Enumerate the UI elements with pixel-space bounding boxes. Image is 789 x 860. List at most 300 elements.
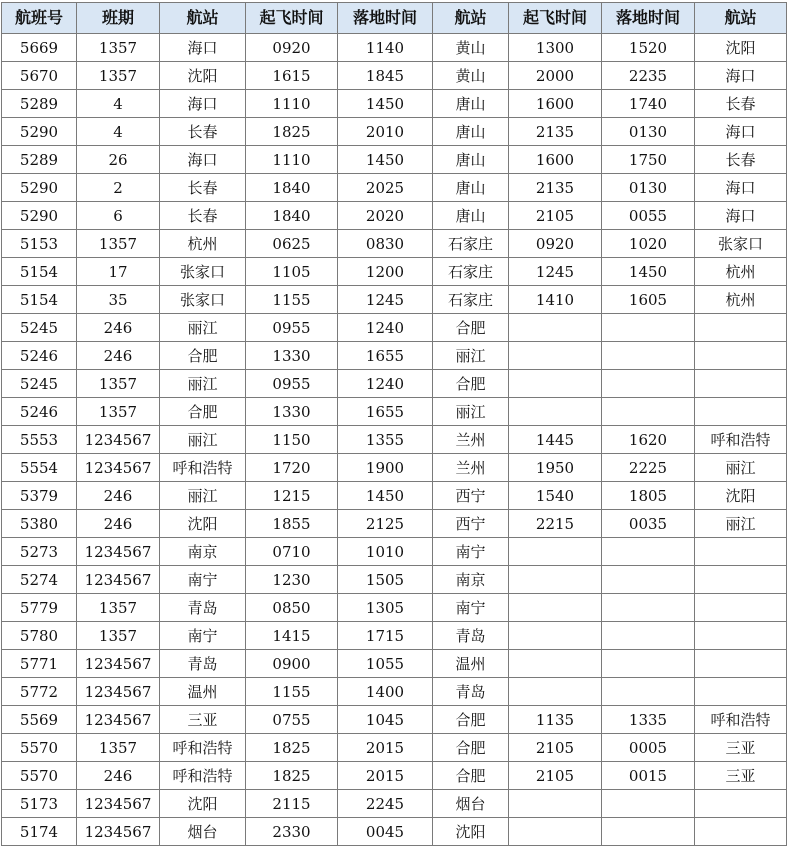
cell-schedule-days: 6 <box>77 202 160 230</box>
cell-schedule-days: 1357 <box>77 34 160 62</box>
header-station-1: 航站 <box>160 3 246 34</box>
cell-arrive-2 <box>602 622 695 650</box>
cell-arrive-2 <box>602 398 695 426</box>
cell-depart-2 <box>509 594 602 622</box>
table-row <box>2 538 787 566</box>
cell-depart-1: 1155 <box>246 286 338 314</box>
cell-station-2: 唐山 <box>433 174 509 202</box>
table-row <box>2 650 787 678</box>
table-row <box>2 566 787 594</box>
cell-arrive-1: 1400 <box>338 678 433 706</box>
cell-arrive-1: 1715 <box>338 622 433 650</box>
table-row <box>2 370 787 398</box>
cell-flight-no: 5771 <box>2 650 77 678</box>
cell-station-1: 杭州 <box>160 230 246 258</box>
cell-flight-no: 5173 <box>2 790 77 818</box>
cell-arrive-2: 0015 <box>602 762 695 790</box>
cell-arrive-2: 0055 <box>602 202 695 230</box>
cell-station-3 <box>695 398 787 426</box>
cell-arrive-2: 1605 <box>602 286 695 314</box>
cell-arrive-1: 1355 <box>338 426 433 454</box>
header-station-3: 航站 <box>695 3 787 34</box>
cell-flight-no: 5174 <box>2 818 77 846</box>
cell-arrive-2 <box>602 594 695 622</box>
cell-schedule-days: 1234567 <box>77 538 160 566</box>
cell-arrive-1: 1010 <box>338 538 433 566</box>
cell-station-3 <box>695 314 787 342</box>
cell-depart-1: 2330 <box>246 818 338 846</box>
header-row <box>2 3 787 34</box>
table-row <box>2 146 787 174</box>
table-row <box>2 818 787 846</box>
cell-arrive-2: 1520 <box>602 34 695 62</box>
cell-depart-1: 1110 <box>246 146 338 174</box>
cell-depart-2 <box>509 370 602 398</box>
table-row <box>2 314 787 342</box>
cell-station-3: 海口 <box>695 202 787 230</box>
table-row <box>2 622 787 650</box>
header-arrive-1: 落地时间 <box>338 3 433 34</box>
cell-station-3 <box>695 790 787 818</box>
cell-schedule-days: 1234567 <box>77 426 160 454</box>
cell-depart-2: 1600 <box>509 90 602 118</box>
cell-arrive-1: 1140 <box>338 34 433 62</box>
cell-arrive-2: 0130 <box>602 118 695 146</box>
table-row <box>2 342 787 370</box>
cell-flight-no: 5273 <box>2 538 77 566</box>
cell-station-2: 合肥 <box>433 762 509 790</box>
cell-depart-2 <box>509 790 602 818</box>
cell-station-3: 海口 <box>695 62 787 90</box>
cell-station-2: 唐山 <box>433 118 509 146</box>
cell-station-2: 唐山 <box>433 202 509 230</box>
cell-depart-1: 1150 <box>246 426 338 454</box>
cell-station-2: 温州 <box>433 650 509 678</box>
cell-station-1: 三亚 <box>160 706 246 734</box>
cell-depart-2 <box>509 398 602 426</box>
cell-station-3: 丽江 <box>695 510 787 538</box>
cell-flight-no: 5289 <box>2 146 77 174</box>
cell-arrive-1: 1900 <box>338 454 433 482</box>
cell-arrive-1: 2010 <box>338 118 433 146</box>
cell-depart-2: 1300 <box>509 34 602 62</box>
cell-depart-2: 2105 <box>509 762 602 790</box>
cell-schedule-days: 17 <box>77 258 160 286</box>
cell-depart-1: 1840 <box>246 202 338 230</box>
table-row <box>2 398 787 426</box>
cell-arrive-1: 1450 <box>338 90 433 118</box>
cell-depart-2: 1950 <box>509 454 602 482</box>
table-row <box>2 286 787 314</box>
cell-arrive-2 <box>602 650 695 678</box>
cell-flight-no: 5379 <box>2 482 77 510</box>
cell-station-1: 海口 <box>160 34 246 62</box>
cell-depart-2 <box>509 650 602 678</box>
cell-station-1: 呼和浩特 <box>160 734 246 762</box>
table-row <box>2 174 787 202</box>
cell-station-3: 丽江 <box>695 454 787 482</box>
cell-station-3 <box>695 622 787 650</box>
cell-station-1: 温州 <box>160 678 246 706</box>
cell-depart-1: 0955 <box>246 314 338 342</box>
cell-schedule-days: 1357 <box>77 734 160 762</box>
header-depart-1: 起飞时间 <box>246 3 338 34</box>
cell-station-1: 烟台 <box>160 818 246 846</box>
cell-station-3: 长春 <box>695 146 787 174</box>
cell-arrive-1: 2015 <box>338 762 433 790</box>
cell-arrive-2: 0035 <box>602 510 695 538</box>
cell-station-3: 杭州 <box>695 286 787 314</box>
cell-depart-1: 1415 <box>246 622 338 650</box>
cell-depart-1: 1110 <box>246 90 338 118</box>
cell-station-1: 青岛 <box>160 594 246 622</box>
cell-schedule-days: 246 <box>77 762 160 790</box>
cell-station-1: 张家口 <box>160 286 246 314</box>
cell-station-3 <box>695 342 787 370</box>
cell-flight-no: 5154 <box>2 258 77 286</box>
table-row <box>2 734 787 762</box>
cell-flight-no: 5669 <box>2 34 77 62</box>
cell-station-3: 呼和浩特 <box>695 706 787 734</box>
table-row <box>2 510 787 538</box>
header-flight-no: 航班号 <box>2 3 77 34</box>
cell-arrive-2: 0130 <box>602 174 695 202</box>
cell-schedule-days: 1234567 <box>77 706 160 734</box>
cell-flight-no: 5289 <box>2 90 77 118</box>
cell-depart-1: 0955 <box>246 370 338 398</box>
cell-depart-1: 1105 <box>246 258 338 286</box>
cell-depart-2 <box>509 538 602 566</box>
cell-station-1: 合肥 <box>160 342 246 370</box>
cell-station-1: 长春 <box>160 202 246 230</box>
cell-depart-2 <box>509 622 602 650</box>
cell-flight-no: 5780 <box>2 622 77 650</box>
cell-arrive-1: 1450 <box>338 146 433 174</box>
cell-arrive-2 <box>602 818 695 846</box>
cell-flight-no: 5570 <box>2 734 77 762</box>
cell-flight-no: 5380 <box>2 510 77 538</box>
cell-flight-no: 5554 <box>2 454 77 482</box>
cell-station-2: 烟台 <box>433 790 509 818</box>
cell-flight-no: 5246 <box>2 342 77 370</box>
cell-flight-no: 5779 <box>2 594 77 622</box>
cell-schedule-days: 1357 <box>77 398 160 426</box>
table-row <box>2 790 787 818</box>
cell-arrive-1: 2020 <box>338 202 433 230</box>
cell-schedule-days: 246 <box>77 342 160 370</box>
cell-schedule-days: 4 <box>77 90 160 118</box>
cell-station-1: 长春 <box>160 118 246 146</box>
cell-arrive-1: 2125 <box>338 510 433 538</box>
cell-station-2: 合肥 <box>433 370 509 398</box>
cell-station-2: 青岛 <box>433 678 509 706</box>
cell-flight-no: 5246 <box>2 398 77 426</box>
header-station-2: 航站 <box>433 3 509 34</box>
cell-station-3: 杭州 <box>695 258 787 286</box>
header-schedule-days: 班期 <box>77 3 160 34</box>
cell-station-3: 长春 <box>695 90 787 118</box>
cell-arrive-2 <box>602 566 695 594</box>
cell-depart-1: 1155 <box>246 678 338 706</box>
cell-depart-1: 0755 <box>246 706 338 734</box>
cell-schedule-days: 1357 <box>77 622 160 650</box>
cell-station-2: 兰州 <box>433 426 509 454</box>
cell-flight-no: 5274 <box>2 566 77 594</box>
cell-schedule-days: 1357 <box>77 62 160 90</box>
cell-depart-2: 1540 <box>509 482 602 510</box>
cell-station-2: 石家庄 <box>433 258 509 286</box>
cell-station-2: 唐山 <box>433 90 509 118</box>
cell-schedule-days: 1234567 <box>77 790 160 818</box>
cell-arrive-2: 1450 <box>602 258 695 286</box>
cell-schedule-days: 2 <box>77 174 160 202</box>
cell-depart-1: 1330 <box>246 398 338 426</box>
cell-schedule-days: 35 <box>77 286 160 314</box>
cell-depart-1: 1615 <box>246 62 338 90</box>
cell-station-2: 西宁 <box>433 482 509 510</box>
cell-schedule-days: 246 <box>77 482 160 510</box>
cell-station-2: 合肥 <box>433 706 509 734</box>
cell-station-1: 丽江 <box>160 370 246 398</box>
cell-station-3: 呼和浩特 <box>695 426 787 454</box>
cell-depart-1: 0850 <box>246 594 338 622</box>
cell-arrive-1: 1055 <box>338 650 433 678</box>
cell-flight-no: 5570 <box>2 762 77 790</box>
cell-arrive-2: 0005 <box>602 734 695 762</box>
cell-station-3: 沈阳 <box>695 34 787 62</box>
cell-arrive-1: 2015 <box>338 734 433 762</box>
cell-station-3: 海口 <box>695 174 787 202</box>
cell-schedule-days: 26 <box>77 146 160 174</box>
cell-station-1: 南京 <box>160 538 246 566</box>
cell-station-2: 丽江 <box>433 342 509 370</box>
table-row <box>2 762 787 790</box>
cell-depart-1: 2115 <box>246 790 338 818</box>
cell-arrive-2 <box>602 678 695 706</box>
cell-arrive-2 <box>602 370 695 398</box>
table-row <box>2 62 787 90</box>
cell-flight-no: 5290 <box>2 174 77 202</box>
cell-schedule-days: 1357 <box>77 370 160 398</box>
cell-depart-2: 0920 <box>509 230 602 258</box>
cell-station-2: 唐山 <box>433 146 509 174</box>
cell-schedule-days: 246 <box>77 510 160 538</box>
cell-depart-1: 1230 <box>246 566 338 594</box>
cell-arrive-1: 1200 <box>338 258 433 286</box>
cell-flight-no: 5670 <box>2 62 77 90</box>
cell-depart-1: 1215 <box>246 482 338 510</box>
table-row <box>2 90 787 118</box>
cell-depart-1: 1330 <box>246 342 338 370</box>
cell-station-1: 青岛 <box>160 650 246 678</box>
cell-arrive-1: 1655 <box>338 342 433 370</box>
cell-station-2: 黄山 <box>433 34 509 62</box>
cell-schedule-days: 1234567 <box>77 650 160 678</box>
cell-arrive-1: 2025 <box>338 174 433 202</box>
cell-depart-2 <box>509 314 602 342</box>
cell-arrive-2: 2235 <box>602 62 695 90</box>
cell-arrive-1: 1450 <box>338 482 433 510</box>
cell-arrive-2: 2225 <box>602 454 695 482</box>
cell-station-2: 石家庄 <box>433 230 509 258</box>
cell-depart-1: 0900 <box>246 650 338 678</box>
cell-depart-1: 1840 <box>246 174 338 202</box>
cell-depart-1: 1720 <box>246 454 338 482</box>
cell-arrive-1: 1245 <box>338 286 433 314</box>
cell-arrive-1: 1845 <box>338 62 433 90</box>
cell-flight-no: 5245 <box>2 314 77 342</box>
cell-station-2: 南宁 <box>433 594 509 622</box>
cell-station-1: 南宁 <box>160 622 246 650</box>
cell-station-3 <box>695 566 787 594</box>
cell-depart-1: 1855 <box>246 510 338 538</box>
cell-station-3 <box>695 370 787 398</box>
cell-depart-2: 1135 <box>509 706 602 734</box>
table-row <box>2 426 787 454</box>
cell-arrive-1: 2245 <box>338 790 433 818</box>
table-row <box>2 706 787 734</box>
header-arrive-2: 落地时间 <box>602 3 695 34</box>
cell-depart-1: 1825 <box>246 118 338 146</box>
cell-station-2: 南宁 <box>433 538 509 566</box>
cell-arrive-2 <box>602 538 695 566</box>
cell-arrive-2: 1740 <box>602 90 695 118</box>
cell-station-3 <box>695 678 787 706</box>
cell-station-2: 青岛 <box>433 622 509 650</box>
cell-station-3: 三亚 <box>695 734 787 762</box>
cell-schedule-days: 1357 <box>77 230 160 258</box>
cell-flight-no: 5154 <box>2 286 77 314</box>
table-row <box>2 34 787 62</box>
cell-depart-2: 2105 <box>509 734 602 762</box>
cell-station-2: 丽江 <box>433 398 509 426</box>
cell-depart-2: 1600 <box>509 146 602 174</box>
cell-schedule-days: 1357 <box>77 594 160 622</box>
cell-station-1: 南宁 <box>160 566 246 594</box>
cell-arrive-2: 1335 <box>602 706 695 734</box>
cell-station-3 <box>695 818 787 846</box>
table-row <box>2 678 787 706</box>
cell-arrive-1: 1305 <box>338 594 433 622</box>
cell-station-2: 南京 <box>433 566 509 594</box>
cell-arrive-1: 1240 <box>338 314 433 342</box>
cell-depart-1: 1825 <box>246 734 338 762</box>
cell-station-1: 沈阳 <box>160 510 246 538</box>
cell-station-1: 呼和浩特 <box>160 454 246 482</box>
cell-arrive-2: 1750 <box>602 146 695 174</box>
cell-depart-2 <box>509 678 602 706</box>
cell-depart-1: 0710 <box>246 538 338 566</box>
cell-station-3: 海口 <box>695 118 787 146</box>
cell-station-3: 三亚 <box>695 762 787 790</box>
cell-schedule-days: 246 <box>77 314 160 342</box>
cell-station-1: 张家口 <box>160 258 246 286</box>
cell-station-3 <box>695 650 787 678</box>
cell-arrive-2: 1020 <box>602 230 695 258</box>
table-row <box>2 258 787 286</box>
cell-station-1: 沈阳 <box>160 62 246 90</box>
cell-depart-2 <box>509 342 602 370</box>
cell-arrive-2: 1620 <box>602 426 695 454</box>
cell-station-1: 沈阳 <box>160 790 246 818</box>
cell-schedule-days: 4 <box>77 118 160 146</box>
cell-station-2: 合肥 <box>433 734 509 762</box>
cell-depart-1: 0920 <box>246 34 338 62</box>
cell-depart-2: 1410 <box>509 286 602 314</box>
cell-arrive-1: 1240 <box>338 370 433 398</box>
cell-depart-2: 2215 <box>509 510 602 538</box>
cell-depart-1: 1825 <box>246 762 338 790</box>
cell-flight-no: 5290 <box>2 118 77 146</box>
cell-flight-no: 5245 <box>2 370 77 398</box>
cell-depart-2: 2000 <box>509 62 602 90</box>
cell-schedule-days: 1234567 <box>77 566 160 594</box>
cell-flight-no: 5153 <box>2 230 77 258</box>
cell-arrive-1: 1045 <box>338 706 433 734</box>
cell-schedule-days: 1234567 <box>77 678 160 706</box>
table-row <box>2 202 787 230</box>
cell-station-3: 张家口 <box>695 230 787 258</box>
table-row <box>2 230 787 258</box>
cell-station-2: 黄山 <box>433 62 509 90</box>
cell-station-1: 丽江 <box>160 426 246 454</box>
cell-station-2: 石家庄 <box>433 286 509 314</box>
cell-flight-no: 5290 <box>2 202 77 230</box>
cell-station-2: 西宁 <box>433 510 509 538</box>
cell-depart-2: 1445 <box>509 426 602 454</box>
cell-station-1: 海口 <box>160 90 246 118</box>
cell-arrive-1: 1505 <box>338 566 433 594</box>
cell-arrive-2 <box>602 790 695 818</box>
cell-flight-no: 5772 <box>2 678 77 706</box>
cell-station-1: 长春 <box>160 174 246 202</box>
cell-arrive-1: 1655 <box>338 398 433 426</box>
cell-schedule-days: 1234567 <box>77 454 160 482</box>
cell-station-2: 兰州 <box>433 454 509 482</box>
table-row <box>2 454 787 482</box>
cell-depart-2 <box>509 818 602 846</box>
cell-arrive-2 <box>602 314 695 342</box>
cell-station-2: 合肥 <box>433 314 509 342</box>
cell-depart-2: 2135 <box>509 118 602 146</box>
table-row <box>2 594 787 622</box>
cell-depart-2: 2135 <box>509 174 602 202</box>
cell-depart-2: 2105 <box>509 202 602 230</box>
cell-station-1: 呼和浩特 <box>160 762 246 790</box>
cell-arrive-1: 0045 <box>338 818 433 846</box>
cell-station-1: 合肥 <box>160 398 246 426</box>
header-depart-2: 起飞时间 <box>509 3 602 34</box>
table-row <box>2 482 787 510</box>
cell-arrive-2 <box>602 342 695 370</box>
cell-station-1: 丽江 <box>160 482 246 510</box>
cell-station-3: 沈阳 <box>695 482 787 510</box>
cell-station-2: 沈阳 <box>433 818 509 846</box>
flight-schedule-table <box>1 2 787 846</box>
cell-station-3 <box>695 594 787 622</box>
cell-arrive-1: 0830 <box>338 230 433 258</box>
cell-depart-2: 1245 <box>509 258 602 286</box>
cell-station-1: 丽江 <box>160 314 246 342</box>
cell-arrive-2: 1805 <box>602 482 695 510</box>
table-row <box>2 118 787 146</box>
cell-station-3 <box>695 538 787 566</box>
cell-schedule-days: 1234567 <box>77 818 160 846</box>
cell-flight-no: 5553 <box>2 426 77 454</box>
cell-depart-1: 0625 <box>246 230 338 258</box>
cell-flight-no: 5569 <box>2 706 77 734</box>
cell-station-1: 海口 <box>160 146 246 174</box>
